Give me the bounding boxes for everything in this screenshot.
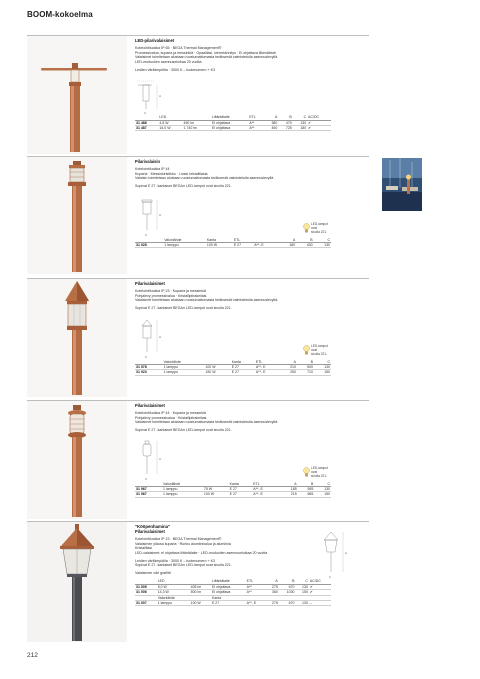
- table-row: [135, 601, 331, 606]
- bulb-note-text: LED-lamput ovat sivulla 221.: [311, 466, 328, 478]
- table-cell: 360: [265, 590, 278, 595]
- col-header: A: [280, 360, 297, 365]
- table-cell: A**- E: [255, 364, 280, 369]
- product-code: 31 023: [135, 370, 163, 375]
- section-title: LED-pilarivalaisimet: [135, 38, 175, 43]
- table-cell: E 27: [229, 492, 253, 497]
- table-cell: 16,0 W: [158, 125, 182, 130]
- product-code: 31 028: [135, 242, 163, 247]
- table-cell: 130: [296, 584, 309, 589]
- table-cell: A**: [248, 120, 264, 125]
- table-cell: E 27: [231, 370, 255, 375]
- led-bulb-note: [303, 223, 363, 234]
- svg-text:C: C: [329, 575, 332, 579]
- svg-text:C: C: [145, 476, 148, 481]
- table-cell: 75 W: [203, 486, 229, 491]
- color-note: Valaisimen väri grafiitti: [135, 570, 171, 575]
- product-content: [135, 404, 365, 498]
- product-section-round-lantern-bollard: [27, 400, 369, 518]
- spec-table: [135, 238, 331, 249]
- bulb-note-text: LED-lamput ovat sivulla 221.: [311, 222, 328, 234]
- svg-text:A: A: [159, 456, 162, 461]
- product-code: 31 007: [135, 601, 157, 606]
- table-cell: A**: [246, 584, 266, 589]
- col-header: C: [314, 360, 331, 365]
- table-cell: 150 W: [204, 370, 230, 375]
- table-cell: 1 lamppu: [162, 486, 203, 491]
- svg-text:C: C: [144, 111, 147, 116]
- table-cell: 1 lamppu: [157, 601, 190, 606]
- section-description: Kotelointiluokka IP 65 · BEGA Thermal Management® Promessivalua, kuparia ja messinkiä · Opaalilasi, kierrekiinnitys · Ei ohjattava lilkentäistä Valaisimet toimitetaan alustaan ruostumattomasta teräksestä valmistetulla asennuslevyllä. LED-moduulien asennuseluikaa 20 vuotta: [135, 46, 279, 64]
- table-cell: 1 lamppu: [163, 364, 205, 369]
- col-header: Kanta: [206, 238, 233, 243]
- section-note: Leidien värilämpötila · 3000 K – tuotenumero + K3: [135, 67, 216, 72]
- section-note: Sopivat E 27 -kantaiset BEGAn LED-lamput ovat sivulla 221.: [135, 427, 232, 432]
- harbour-photo-image: [382, 158, 422, 211]
- svg-text:C: C: [145, 232, 148, 237]
- product-code: 31 488: [135, 120, 158, 125]
- table-cell: 215: [281, 492, 298, 497]
- col-header: AC/DC: [307, 115, 331, 120]
- table-cell: 380: [264, 120, 278, 125]
- dimension-drawing-icon: [135, 77, 195, 115]
- col-header: C: [314, 238, 331, 243]
- col-header: AC/DC: [309, 579, 331, 584]
- round-lantern-photo: [27, 401, 127, 519]
- table-cell: 1 740 lm: [183, 125, 211, 130]
- section-title: Pilarivalaisin: [135, 159, 161, 164]
- col-header: Kanta: [211, 595, 246, 600]
- check-icon: ✔: [307, 120, 331, 125]
- table-cell: 725: [278, 125, 292, 130]
- harbour-photo: [382, 158, 422, 211]
- table-cell: 150: [296, 590, 309, 595]
- col-header: Valonlähde: [162, 482, 203, 487]
- product-section-led-bollard: [27, 35, 369, 153]
- table-cell: Ei ohjattava: [211, 584, 246, 589]
- spec-table: [135, 115, 331, 131]
- section-title: Pilarivalaisimet: [135, 529, 165, 535]
- table-cell: 470: [278, 120, 292, 125]
- product-section-bollard-lantern: [27, 156, 369, 273]
- copenhagen-lantern-photo: [27, 522, 127, 642]
- dimension-drawing-icon: [135, 194, 195, 238]
- table-cell: A**- E: [252, 492, 276, 497]
- col-header: C: [293, 115, 307, 120]
- copper-bollard-photo: [27, 279, 127, 397]
- page-number: 212: [27, 652, 38, 659]
- table-cell: 275: [265, 584, 278, 589]
- bulb-note-text: LED-lamput ovat sivulla 221.: [311, 344, 328, 356]
- table-cell: 150: [314, 370, 331, 375]
- section-title: Pilarivalaisimet: [135, 281, 165, 286]
- page-title: BOOM-kokoelma: [27, 10, 93, 19]
- product-content: [135, 160, 365, 248]
- table-cell: A**: [246, 590, 266, 595]
- svg-text:A: A: [345, 551, 348, 555]
- table-cell: 130: [314, 486, 331, 491]
- table-cell: E 27: [229, 486, 253, 491]
- lantern-bollard-photo: [27, 157, 127, 274]
- table-row: [135, 242, 331, 247]
- table-row: [135, 125, 331, 130]
- table-cell: 130: [314, 242, 331, 247]
- section-description: Kotelointiluokka IP 44 Kuparia · Messinkiristikko · Linssi kristallilasia Valaisin toimitetaan alustaan ruostumattomasta teräksestä valmistetulla asennuslevyllä.: [135, 167, 275, 181]
- section-note: Sopivat E 27 -kantaiset BEGAn LED-lamput ovat sivulla 221.: [135, 305, 232, 310]
- table-row: [135, 492, 331, 497]
- led-bulb-note: [303, 345, 363, 356]
- table-cell: 710: [297, 370, 314, 375]
- col-header: ETL: [255, 360, 280, 365]
- product-photo: [27, 522, 127, 642]
- product-code: 31 067: [135, 486, 162, 491]
- table-cell: 130: [296, 601, 309, 606]
- table-cell: 250: [280, 370, 297, 375]
- section-note: Sopivat E 27 -kantaiset BEGAn LED-lamput ovat sivulla 221.: [135, 183, 232, 188]
- table-cell: Ei ohjattava: [211, 590, 246, 595]
- check-icon: ✔: [309, 584, 331, 589]
- svg-text:A: A: [159, 94, 162, 99]
- table-cell: 210: [280, 364, 297, 369]
- col-header: B: [278, 115, 292, 120]
- table-cell: 5,0 W: [157, 584, 190, 589]
- table-cell: Ei ohjattava: [211, 125, 248, 130]
- table-cell: 150: [314, 492, 331, 497]
- table-cell: 180: [293, 125, 307, 130]
- table-cell: 100 W: [190, 601, 211, 606]
- table-cell: E 27: [231, 364, 255, 369]
- section-description: Kotelointiluokka IP 23 · BEGA Thermal Management® Valaisimen yläosa kuparia · Runko alumiinivalua ja alumiinia Kristallilasi LED-valaisimet: ei ohjattava liitäntälaite · LED-moduulien asennuseluikaa 20 vuotta: [135, 537, 268, 556]
- product-code: 31 487: [135, 125, 158, 130]
- product-code: 31 067: [135, 492, 162, 497]
- col-header: LED: [158, 115, 182, 120]
- table-cell: 670: [279, 601, 296, 606]
- table-cell: 14,3 W: [157, 590, 190, 595]
- product-section-copenhagen: [27, 521, 369, 641]
- col-header: Kanta: [231, 360, 255, 365]
- section-title: Pilarivalaisimet: [135, 403, 165, 408]
- col-header: ETL: [246, 579, 266, 584]
- col-header: A: [279, 238, 296, 243]
- section-note: Leidien värilämpötila · 3000 K – tuotenumero + K3 Sopivat E 27 -kantaiset BEGAn LED-lamput ovat sivulla 221.: [135, 558, 232, 568]
- led-bulb-icon: [303, 467, 310, 478]
- product-photo: [27, 157, 127, 274]
- col-header: B: [297, 360, 314, 365]
- table-cell: 1 lamppu: [162, 492, 203, 497]
- table-cell: 130: [314, 364, 331, 369]
- product-content: [135, 39, 365, 131]
- table-cell: 1030: [279, 590, 296, 595]
- col-header: B: [298, 482, 315, 487]
- col-header: C: [314, 482, 331, 487]
- section-description: Kotelointiluokka IP 44 · Kuparia ja messinkiä Pohjalevy promessivalua · Kristallipiirakeilasi Valaisimet toimitetaan alustaan ruostumattomasta teräksestä valmistetulla asennuslevyllä.: [135, 411, 279, 425]
- table-cell: E 27: [211, 601, 246, 606]
- led-bulb-icon: [303, 223, 310, 234]
- col-header: ETL: [233, 238, 253, 243]
- product-code: 31 006: [135, 590, 157, 595]
- table-cell: A**: [248, 125, 264, 130]
- table-cell: 100 W: [206, 242, 233, 247]
- led-bulb-note: [303, 467, 363, 478]
- table-cell: A**- E: [246, 601, 266, 606]
- table-cell: 130: [293, 120, 307, 125]
- product-name: "Kööpenhamina": [135, 524, 171, 529]
- table-cell: Ei ohjattava: [211, 120, 248, 125]
- product-photo: [27, 279, 127, 397]
- led-bollard-photo: [27, 36, 127, 154]
- product-photo: [27, 36, 127, 154]
- table-cell: A**- E: [252, 486, 276, 491]
- col-header: A: [281, 482, 298, 487]
- table-cell: 665: [298, 492, 315, 497]
- product-code: 31 005: [135, 584, 157, 589]
- section-description: Kotelointiluokka IP 23 · Kuparia ja messinkiä Pohjalevy promessivalua · Kristallipiirakeilasi Valaisimet toimitetaan alustaan ruostumattomasta teräksestä valmistetulla asennuslevyllä.: [135, 289, 279, 303]
- product-photo: [27, 401, 127, 519]
- table-cell: E 27: [233, 242, 253, 247]
- dimension-drawing-icon: [135, 438, 195, 482]
- col-header: Liitäntälaite: [211, 115, 248, 120]
- table-cell: 180: [279, 242, 296, 247]
- svg-text:C: C: [145, 354, 148, 359]
- col-header: Valonlähde: [163, 238, 206, 243]
- col-header: A: [264, 115, 278, 120]
- table-cell: 185: [281, 486, 298, 491]
- col-header: B: [279, 579, 296, 584]
- table-cell: 1 lamppu: [163, 370, 205, 375]
- product-code: 31 078: [135, 364, 163, 369]
- svg-text:A: A: [159, 334, 162, 339]
- check-icon: ✔: [307, 125, 331, 130]
- spec-table: [135, 579, 331, 606]
- col-header: A: [265, 579, 278, 584]
- product-content: [135, 282, 365, 376]
- col-header: B: [296, 238, 313, 243]
- spec-table: [135, 360, 331, 376]
- product-section-copper-bollard: [27, 278, 369, 396]
- col-header: LED: [157, 579, 190, 584]
- col-header: C: [296, 579, 309, 584]
- table-cell: 450: [264, 125, 278, 130]
- col-header: Kanta: [229, 482, 253, 487]
- table-cell: 430: [296, 242, 313, 247]
- table-cell: 500: [297, 364, 314, 369]
- dimension-drawing-icon: [135, 316, 195, 360]
- table-cell: 595: [298, 486, 315, 491]
- col-header: ETL: [252, 482, 276, 487]
- table-cell: 100 W: [204, 364, 230, 369]
- dimension-drawing-icon: [319, 530, 359, 580]
- col-header: Valonlähde: [163, 360, 205, 365]
- table-cell: 275: [265, 601, 278, 606]
- table-cell: 405 lm: [190, 584, 211, 589]
- table-cell: A**- E: [253, 242, 279, 247]
- table-cell: 100 W: [203, 492, 229, 497]
- table-cell: 4,8 W: [158, 120, 182, 125]
- svg-text:A: A: [159, 212, 162, 217]
- check-icon: ✔: [309, 590, 331, 595]
- table-cell: –: [309, 601, 331, 606]
- table-cell: 1 lamppu: [163, 242, 206, 247]
- col-header: Liitäntälaite: [211, 579, 246, 584]
- table-cell: 450 lm: [183, 120, 211, 125]
- col-header: ETL: [248, 115, 264, 120]
- col-header: Valonlähde: [157, 595, 190, 600]
- table-cell: 800 lm: [190, 590, 211, 595]
- table-cell: 670: [279, 584, 296, 589]
- table-row: [135, 370, 331, 375]
- led-bulb-icon: [303, 345, 310, 356]
- table-cell: A**- E: [255, 370, 280, 375]
- spec-table: [135, 482, 331, 498]
